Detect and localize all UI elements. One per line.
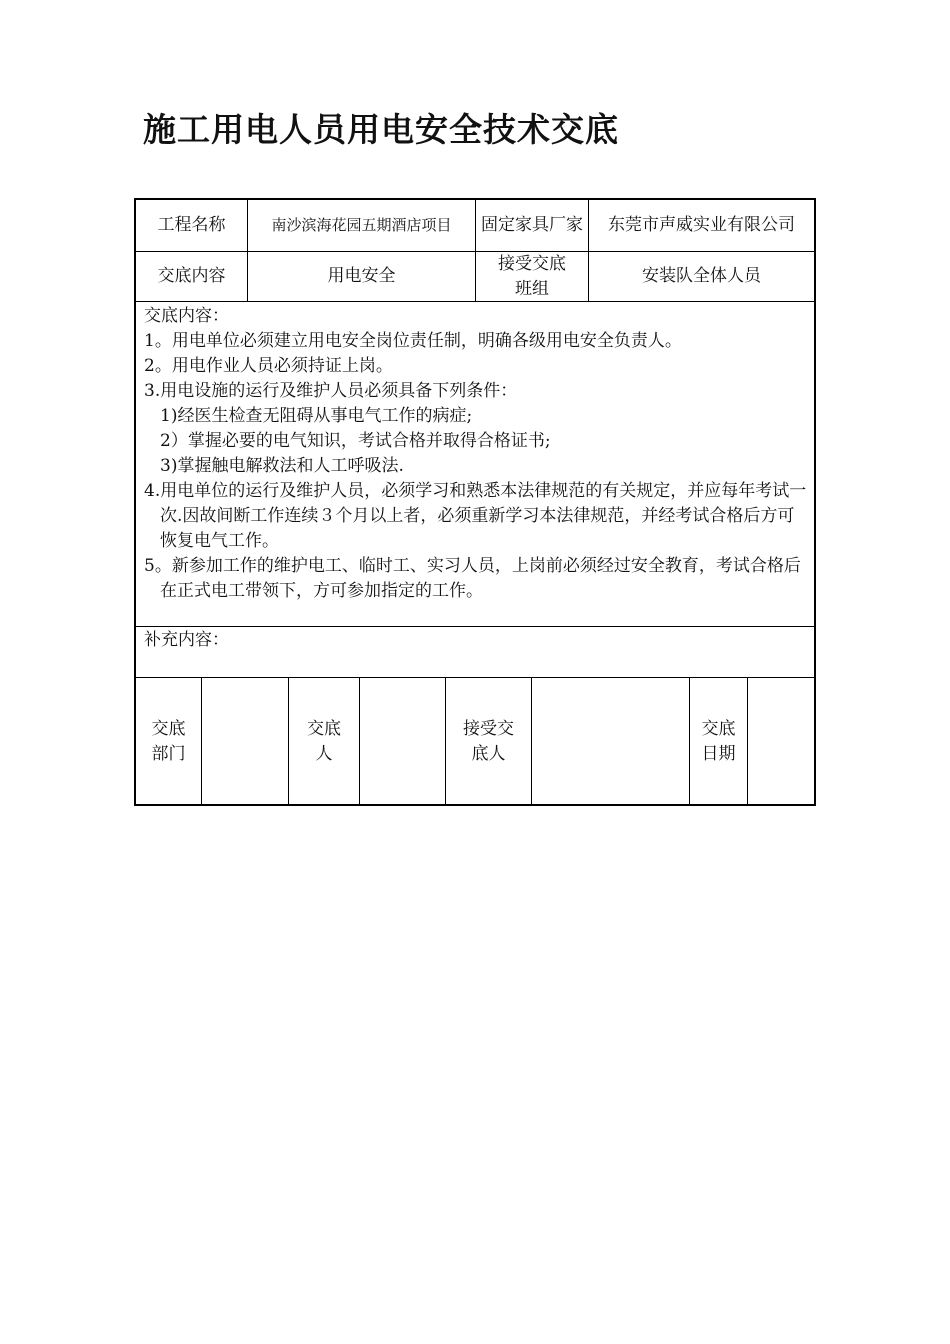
receiving-team-value: 安装队全体人员 — [642, 266, 761, 286]
manufacturer-value: 东莞市声威实业有限公司 — [608, 215, 795, 235]
briefing-content — [144, 304, 808, 604]
presenter-label: 交底人 — [307, 719, 341, 764]
briefing-heading: 交底内容： — [144, 306, 229, 326]
briefing-item: 4.用电单位的运行及维护人员，必须学习和熟悉本法律规范的有关规定，并应每年考试一次.因故间断工作连续３个月以上者，必须重新学习本法律规范，并经考试合格后方可恢复电气工作。 — [144, 481, 807, 551]
briefing-item: 2。用电作业人员必须持证上岗。 — [144, 356, 393, 376]
briefing-subitem: 1)经医生检查无阻碍从事电气工作的病症; — [160, 406, 473, 426]
department-value[interactable] — [202, 678, 288, 806]
date-label: 交底日期 — [701, 719, 736, 764]
briefing-item: 5。新参加工作的维护电工、临时工、实习人员，上岗前必须经过安全教育，考试合格后在正式电工带领下，方可参加指定的工作。 — [144, 556, 801, 601]
manufacturer-label: 固定家具厂家 — [481, 215, 583, 235]
briefing-subitem: 2）掌握必要的电气知识，考试合格并取得合格证书; — [160, 431, 551, 451]
project-name-label: 工程名称 — [157, 215, 226, 235]
presenter-value[interactable] — [360, 678, 445, 806]
document-title: 施工用电人员用电安全技术交底 — [143, 110, 619, 149]
receiver-value[interactable] — [532, 678, 689, 806]
content-value: 用电安全 — [327, 266, 396, 286]
department-label: 交底部门 — [151, 719, 186, 764]
briefing-item: 3.用电设施的运行及维护人员必须具备下列条件： — [144, 381, 518, 401]
project-name-value: 南沙滨海花园五期酒店项目 — [271, 216, 452, 234]
row-divider — [136, 626, 814, 627]
receiver-label: 接受交底人 — [463, 719, 514, 764]
briefing-subitem: 3)掌握触电解救法和人工呼吸法. — [160, 456, 404, 476]
content-label: 交底内容 — [157, 266, 226, 286]
briefing-item: 1。用电单位必须建立用电安全岗位责任制，明确各级用电安全负责人。 — [144, 331, 682, 351]
row-divider — [136, 301, 814, 302]
supplement-label: 补充内容： — [144, 630, 229, 650]
receiving-team-label: 接受交底班组 — [498, 253, 566, 299]
briefing-form-table — [134, 198, 816, 806]
date-value[interactable] — [748, 678, 814, 806]
